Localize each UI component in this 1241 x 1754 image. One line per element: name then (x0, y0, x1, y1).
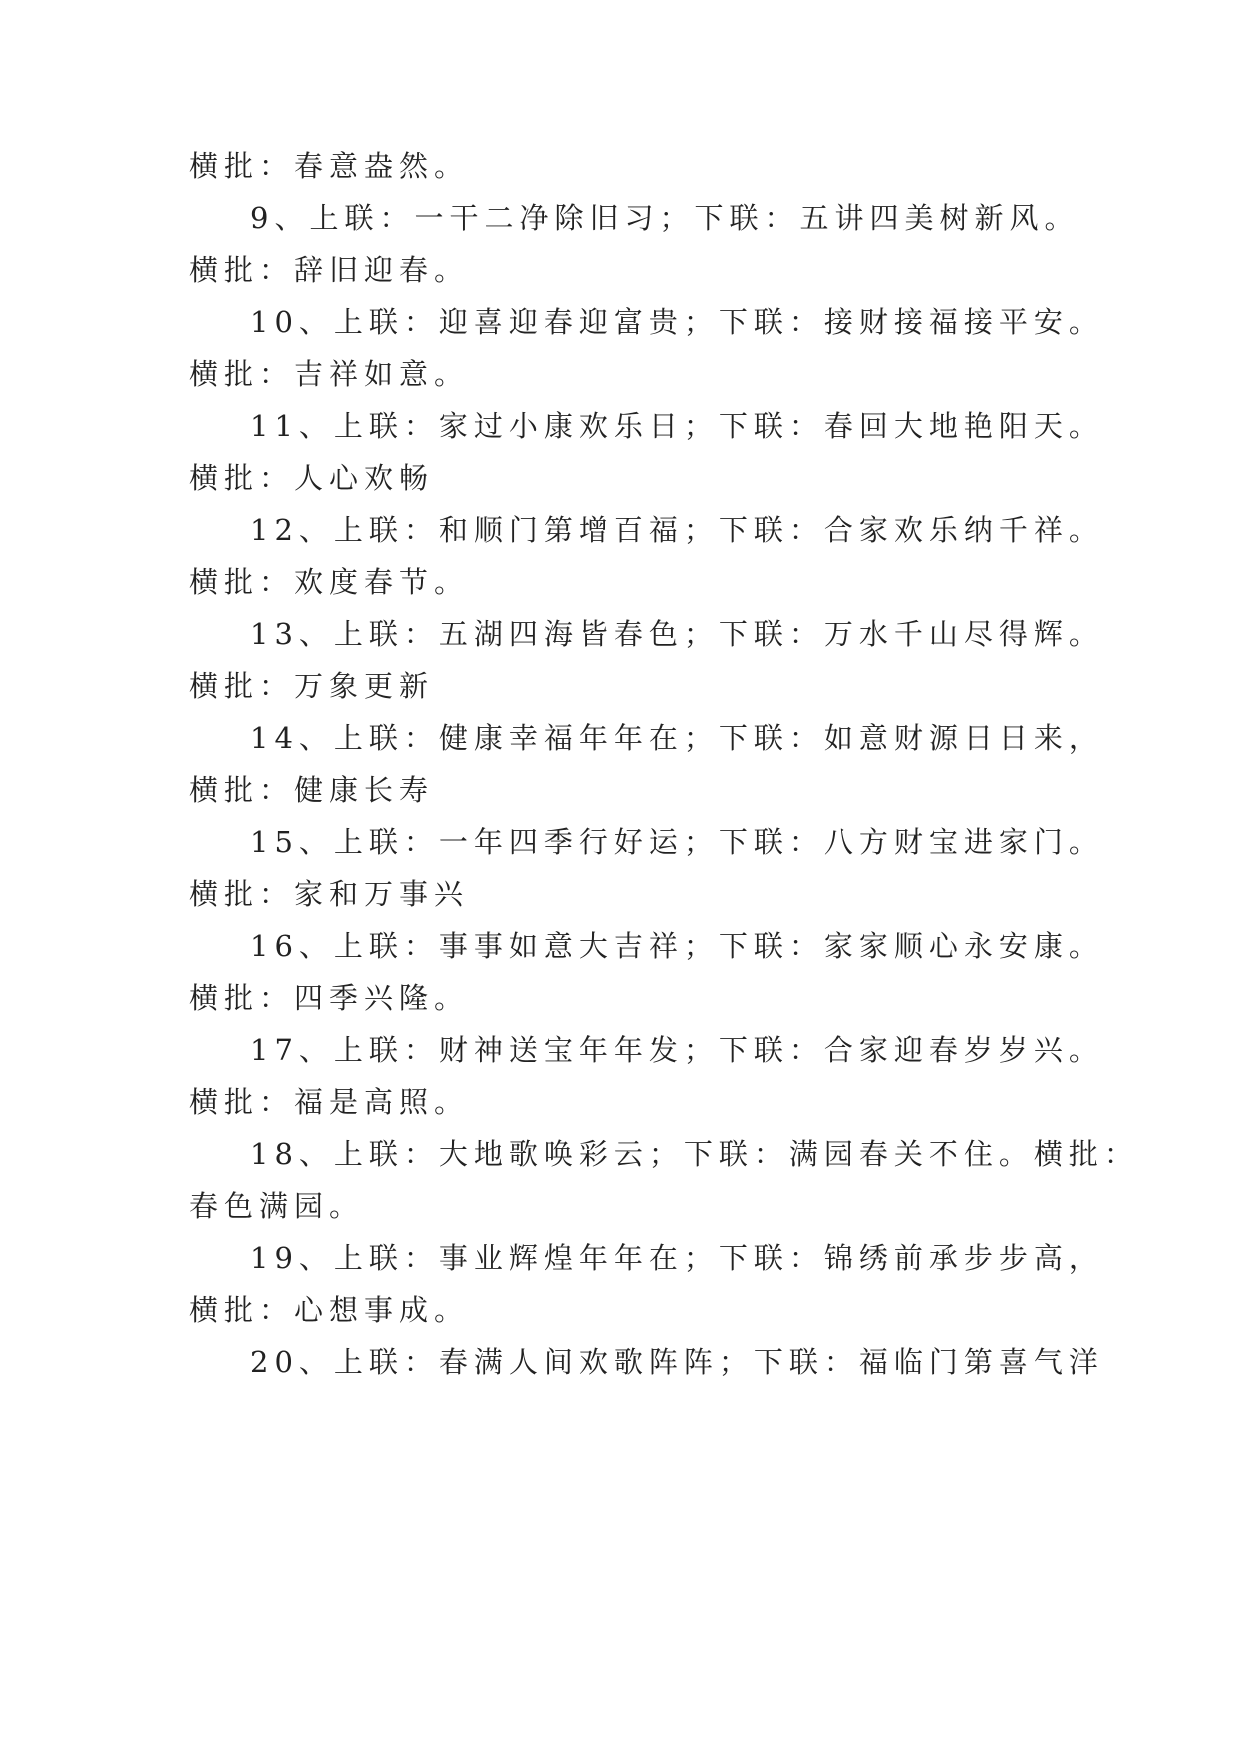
text-line: 11、上联：家过小康欢乐日；下联：春回大地艳阳天。 (250, 409, 1104, 443)
text-line: 13、上联：五湖四海皆春色；下联：万水千山尽得辉。 (250, 617, 1104, 651)
text-line: 19、上联：事业辉煌年年在；下联：锦绣前承步步高， (250, 1241, 1104, 1275)
text-line: 横批：福是高照。 (189, 1085, 470, 1119)
text-line: 10、上联：迎喜迎春迎富贵；下联：接财接福接平安。 (250, 305, 1104, 339)
text-line: 16、上联：事事如意大吉祥；下联：家家顺心永安康。 (250, 929, 1104, 963)
text-line: 春色满园。 (189, 1189, 365, 1223)
text-line: 横批：四季兴隆。 (189, 981, 470, 1015)
text-line: 横批：辞旧迎春。 (189, 253, 470, 287)
text-line: 15、上联：一年四季行好运；下联：八方财宝进家门。 (250, 825, 1104, 859)
text-line: 横批：健康长寿 (189, 773, 435, 807)
text-line: 横批：吉祥如意。 (189, 357, 470, 391)
text-line: 横批：人心欢畅 (189, 461, 435, 495)
text-line: 横批：万象更新 (189, 669, 435, 703)
text-line: 17、上联：财神送宝年年发；下联：合家迎春岁岁兴。 (250, 1033, 1104, 1067)
text-line: 横批：心想事成。 (189, 1293, 470, 1327)
text-line: 横批：欢度春节。 (189, 565, 470, 599)
text-line: 14、上联：健康幸福年年在；下联：如意财源日日来， (250, 721, 1104, 755)
text-line: 横批：春意盎然。 (189, 149, 470, 183)
text-line: 横批：家和万事兴 (189, 877, 470, 911)
text-line: 12、上联：和顺门第增百福；下联：合家欢乐纳千祥。 (250, 513, 1104, 547)
text-line: 18、上联：大地歌唤彩云；下联：满园春关不住。横批： (250, 1137, 1139, 1171)
text-line: 20、上联：春满人间欢歌阵阵；下联：福临门第喜气洋 (250, 1345, 1104, 1379)
text-line: 9、上联：一干二净除旧习；下联：五讲四美树新风。 (250, 201, 1080, 235)
